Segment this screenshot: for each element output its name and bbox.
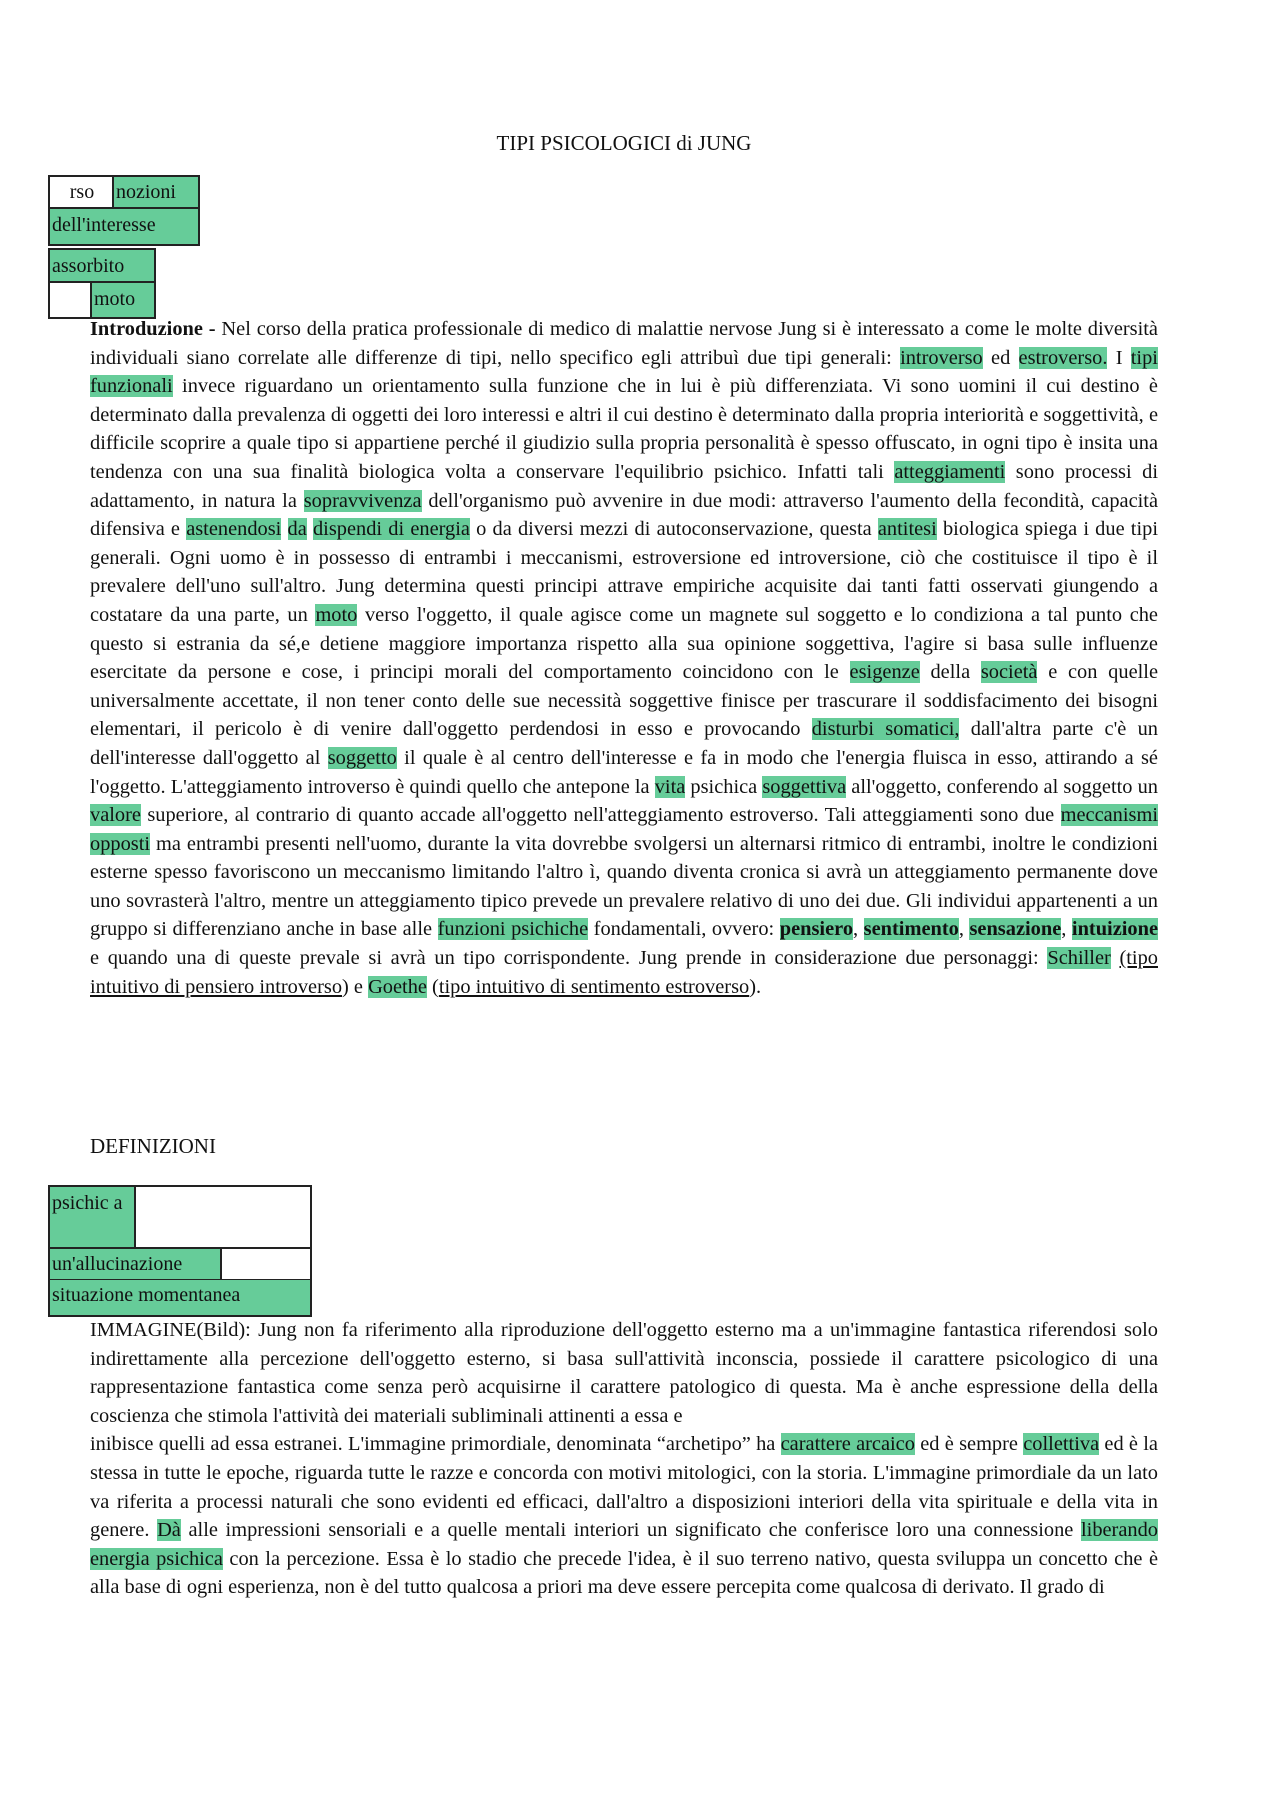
intro-text-24: e quando una di queste prevale si avrà un tipo corrispondente. Jung prende in considerazione due personaggi:	[90, 947, 1048, 970]
hl-valore: valore	[90, 804, 141, 827]
immagine-text-5: alle impressioni sensoriali e a quelle mentali interiori un significato che conferisce loro una connessione	[180, 1519, 1081, 1542]
intro-text-26: ) e	[342, 975, 369, 998]
hl-soggettiva: soggettiva	[762, 775, 847, 798]
box1-text-b: nozioni	[116, 181, 176, 203]
annotation-box-3	[48, 1185, 312, 1286]
underline-schiller-type: (tipo intuitivo di pensiero introverso	[90, 947, 1158, 998]
intro-text-12: della	[919, 661, 981, 684]
hl-goethe: Goethe	[368, 975, 427, 998]
hl-schiller: Schiller	[1047, 947, 1111, 970]
hl-societa: società	[980, 661, 1038, 684]
box3-cell-b-fill	[50, 1249, 222, 1281]
intro-label: Introduzione -	[90, 318, 216, 340]
box1-cell-b	[114, 177, 198, 209]
intro-text-5: sono processi di adattamento, in natura la	[90, 460, 1158, 512]
intro-text-3: I	[1107, 346, 1131, 369]
immagine-text-3: ed è sempre	[914, 1433, 1024, 1456]
box3-cell-c-text	[50, 1282, 310, 1312]
box1-cell-c	[50, 209, 198, 244]
box2-cell-a	[50, 250, 154, 283]
box1-text-a: rso	[69, 181, 95, 203]
hl-sentimento: sentimento	[863, 918, 959, 941]
intro-text-28: ).	[749, 975, 762, 998]
box3-cell-empty-2	[222, 1249, 310, 1281]
intro-text-18: superiore, al contrario di quanto accade all'oggetto nell'atteggiamento estroverso. Tali atteggiamenti sono due	[140, 804, 1061, 827]
intro-text-6: dell'organismo può avvenire in due modi: attraverso l'aumento della fecondità, capacità difensiva e	[90, 489, 1159, 541]
underline-goethe-type: tipo intuitivo di sentimento estroverso	[438, 975, 750, 998]
intro-paragraph	[90, 315, 1158, 1001]
hl-moto: moto	[315, 603, 358, 626]
box3-text-a: psichic a	[52, 1192, 123, 1214]
box2-cell-empty	[50, 283, 92, 317]
hl-funzioni-psichiche: funzioni psichiche	[437, 918, 589, 941]
hl-estroverso: estroverso.	[1018, 346, 1108, 369]
immagine-text-2: inibisce quelli ad essa estranei. L'immagine primordiale, denominata “archetipo” ha	[90, 1433, 781, 1456]
intro-text-22: ,	[958, 918, 970, 941]
intro-text-15: il quale è al centro dell'interesse e fa in modo che l'energia fluisca in esso, attirando a sé l'oggetto. L'atteggiamento introverso è quindi quello che antepone la	[90, 746, 1158, 798]
intro-text-20: fondamentali, ovvero:	[588, 918, 780, 941]
hl-da-verb: Dà	[157, 1519, 181, 1542]
immagine-text-4: ed è la stessa in tutte le epoche, riguarda tutte le razze e concorda con motivi mitologici, con la storia. L'immagine primordiale da un lato va riferita a processi naturali che sono evidenti ed efficaci, dall'altro a disposizioni interiori della vita spirituale e della vita in genere.	[90, 1433, 1158, 1542]
box2-text-b: moto	[94, 288, 136, 310]
box3-text-b: un'allucinazione	[52, 1253, 183, 1275]
intro-text-2: ed	[982, 346, 1019, 369]
annotation-box-2	[48, 248, 156, 319]
intro-text-23: ,	[1061, 918, 1072, 941]
hl-antitesi: antitesi	[877, 518, 937, 541]
hl-sensazione: sensazione	[969, 918, 1062, 941]
hl-esigenze: esigenze	[849, 661, 920, 684]
hl-disturbi-somatici: disturbi somatici,	[811, 718, 960, 741]
intro-text-7	[281, 518, 287, 540]
annotation-box-3-bottom	[48, 1280, 312, 1317]
intro-text-4: invece riguardano un orientamento sulla funzione che in lui è più differenziata. Vi sono uomini il cui destino è determinato dalla prevalenza di oggetti dei loro interessi e altri il cui destino è determinato dalla propria interiorità e soggettività, e difficile scoprire a quale tipo si appartiene perché il giudizio sulla propria personalità è spesso offuscato, in ogni tipo è insita una tendenza con una sua finalità biologica volta a conservare l'equilibrio psichico. Infatti tali	[90, 375, 1158, 483]
hl-liberando-energia-psichica: liberando energia psichica	[90, 1519, 1158, 1570]
intro-text-1: Nel corso della pratica professionale di medico di malattie nervose Jung si è interessato a come le molte diversità individuali siano correlate alle differenze di tipi, nello specifico egli attribuì due tipi generali:	[90, 318, 1158, 369]
box3-text-c: situazione momentanea	[52, 1284, 241, 1306]
hl-soggetto: soggetto	[327, 746, 397, 769]
hl-atteggiamenti: atteggiamenti	[894, 460, 1006, 483]
hl-tipi-funzionali: tipi funzionali	[90, 346, 1158, 398]
intro-text-27: (	[426, 975, 439, 998]
immagine-text-6: con la percezione. Essa è lo stadio che precede l'idea, è il suo terreno nativo, questa sviluppa un concetto che è alla base di ogni esperienza, non è del tutto qualcosa a priori ma deve essere percepita come qualcosa di derivato. Il grado di	[90, 1547, 1158, 1599]
hl-astenendosi: astenendosi	[186, 518, 282, 541]
hl-introverso: introverso	[900, 346, 983, 369]
intro-text-21: ,	[853, 918, 864, 941]
intro-text-9: o da diversi mezzi di autoconservazione, questa	[469, 518, 878, 541]
box3-cell-a	[50, 1187, 136, 1249]
hl-carattere-arcaico: carattere arcaico	[780, 1433, 915, 1456]
box2-cell-b	[92, 283, 154, 317]
box1-cell-a	[50, 177, 114, 209]
annotation-box-1	[48, 175, 200, 246]
hl-vita: vita	[654, 775, 686, 798]
hl-pensiero: pensiero	[779, 918, 854, 941]
intro-text-17: all'oggetto, conferendo al soggetto un	[846, 775, 1158, 798]
intro-text-16: psichica	[685, 775, 763, 798]
hl-meccanismi-opposti: meccanismi opposti	[90, 804, 1158, 855]
document-title: TIPI PSICOLOGICI di JUNG	[496, 131, 752, 155]
box1-text-c: dell'interesse	[52, 214, 156, 236]
hl-da: da	[287, 518, 307, 541]
intro-text-10: biologica spiega i due tipi generali. Ogni uomo è in possesso di entrambi i meccanismi, estroversione ed introversione, ciò che costituisce il tipo è il prevalere dell'uno sull'altro. Jung determina questi principi attrave empiriche acquisite dai tanti fatti osservati giungendo a costatare da una parte, un	[90, 518, 1158, 626]
immagine-text-1: IMMAGINE(Bild): Jung non fa riferimento alla riproduzione dell'oggetto esterno ma a un'immagine fantastica riferendosi solo indirettamente alla percezione dell'oggetto esterno, si basa sull'attività inconscia, possiede il carattere psicologico di una rappresentazione fantastica come senza però acquisirne il carattere patologico di questa. Ma è anche espressione della della coscienza che stimola l'attività dei materiali subliminali attinenti a essa e	[90, 1319, 1158, 1427]
hl-collettiva: collettiva	[1023, 1433, 1100, 1456]
box3-cell-empty-1	[136, 1187, 310, 1249]
immagine-paragraph	[90, 1316, 1158, 1602]
intro-text-11: verso l'oggetto, il quale agisce come un magnete sul soggetto e lo condiziona a tal punto che questo si estrania da sé,e detiene maggiore importanza rispetto alla sua opinione soggettiva, l'agire si basa sulle influenze esercitate da persone e cose, i principi morali del comportamento coincidono con le	[90, 603, 1158, 684]
hl-dispendi-di-energia: dispendi di energia	[312, 518, 470, 541]
definizioni-heading: DEFINIZIONI	[90, 1134, 216, 1158]
intro-text-19: ma entrambi presenti nell'uomo, durante la vita dovrebbe svolgersi un alternarsi ritmico di entrambi, inoltre le condizioni esterne spesso favoriscono un meccanismo limitando l'altro ì, quando diventa cronica si avrà un atteggiamento permanente dove uno sovrasterà l'altro, mentre un atteggiamento tipico prevede un prevalere relativo di uno dei due. Gli individui appartenenti a un gruppo si differenziano anche in base alle	[90, 832, 1158, 941]
intro-text-13: e con quelle universalmente accettate, il non tener conto delle sue necessità soggettive finisce per trascurare il soddisfacimento dei bisogni elementari, il pericolo è di venire dall'oggetto perdendosi in esso e provocando	[90, 661, 1159, 741]
hl-sopravvivenza: sopravvivenza	[303, 489, 422, 512]
hl-intuizione: intuizione	[1071, 918, 1159, 941]
box2-text-a: assorbito	[52, 255, 125, 277]
intro-text-14: dall'altra parte c'è un dell'interesse dall'oggetto al	[90, 718, 1159, 769]
